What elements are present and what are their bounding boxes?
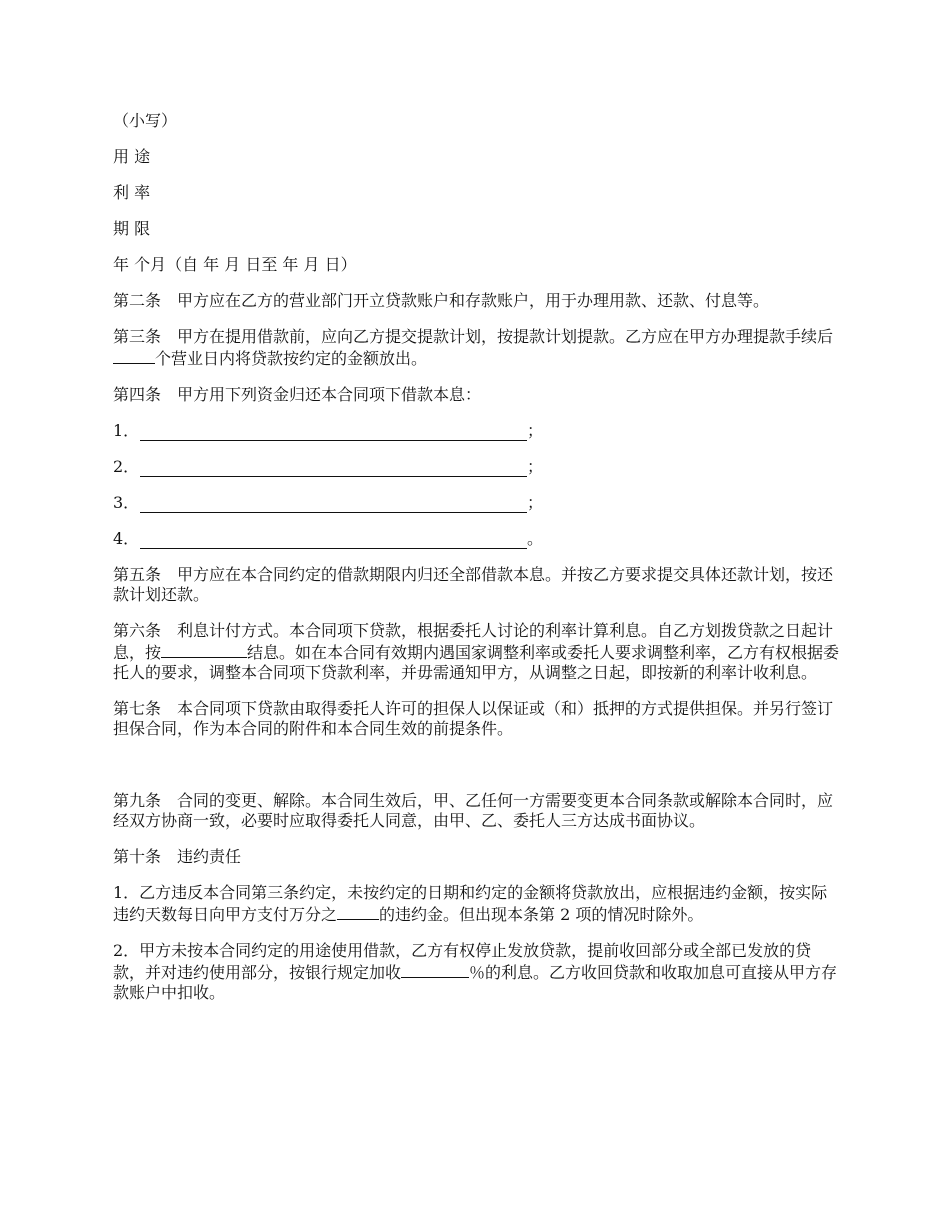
repayment-item-end: ；	[527, 457, 544, 476]
repayment-item-end: ；	[527, 493, 544, 512]
repayment-item-number: 4．	[113, 529, 140, 548]
article-9: 第九条 合同的变更、解除。本合同生效后，甲、乙任何一方需要变更本合同条款或解除本合同时，应经双方协商一致，必要时应取得委托人同意，由甲、乙、委托人三方达成书面协议。	[113, 791, 834, 830]
article-3	[113, 327, 843, 369]
article-2: 第二条 甲方应在乙方的营业部门开立贷款账户和存款账户，用于办理用款、还款、付息等。	[113, 291, 770, 310]
article-6	[113, 621, 843, 683]
repayment-item-4	[113, 529, 843, 549]
repayment-item-number: 3．	[113, 493, 140, 512]
contract-page	[113, 111, 843, 1019]
article-5: 第五条 甲方应在本合同约定的借款期限内归还全部借款本息。并按乙方要求提交具体还款计划，按还款计划还款。	[113, 565, 834, 604]
repayment-item-blank	[140, 496, 527, 513]
article-6-text-before: 第六条 利息计付方式。本合同项下贷款，根据委托人讨论的利率计算利息。自乙方划拨贷款之日起计息，按	[113, 621, 834, 662]
repayment-item-blank	[140, 460, 527, 477]
clause-1-text-before: 1．乙方违反本合同第三条约定，未按约定的日期和约定的金额将贷款放出，应根据违约金额，按实际违约天数每日向甲方支付万分之	[113, 883, 828, 924]
repayment-item-number: 1．	[113, 421, 140, 440]
field-usage: 用 途	[113, 147, 151, 166]
article-10: 第十条 违约责任	[113, 847, 242, 866]
repayment-item-blank	[140, 532, 527, 549]
repayment-item-end: 。	[527, 529, 544, 548]
section-gap	[113, 755, 843, 791]
article-10-clause-1	[113, 883, 843, 925]
blank-penalty-rate	[337, 903, 379, 920]
repayment-item-end: ；	[527, 421, 544, 440]
clause-2-text-before: 2．甲方未按本合同约定的用途使用借款，乙方有权停止发放贷款，提前收回部分或全部已发放的贷款，并对违约使用部分，按银行规定加收	[113, 941, 812, 982]
repayment-item-3	[113, 493, 843, 513]
article-4: 第四条 甲方用下列资金归还本合同项下借款本息：	[113, 385, 482, 404]
article-3-text-before: 第三条 甲方在提用借款前，应向乙方提交提款计划，按提款计划提款。乙方应在甲方办理提款手续后	[113, 327, 834, 346]
repayment-item-blank	[140, 424, 527, 441]
field-rate: 利 率	[113, 183, 151, 202]
blank-extra-interest	[401, 961, 469, 978]
clause-1-text-after: 的违约金。但出现本条第 2 项的情况时除外。	[379, 905, 704, 924]
clause-2-text-after: ％的利息。乙方收回贷款和收取加息可直接从甲方存款账户中扣收。	[113, 963, 838, 1002]
repayment-item-number: 2．	[113, 457, 140, 476]
article-7: 第七条 本合同项下贷款由取得委托人许可的担保人以保证或（和）抵押的方式提供担保。并另行签订担保合同，作为本合同的附件和本合同生效的前提条件。	[113, 699, 834, 738]
repayment-item-2	[113, 457, 843, 477]
blank-business-days	[113, 347, 155, 364]
field-term-detail: 年 个月（自 年 月 日至 年 月 日）	[113, 255, 357, 274]
field-term: 期 限	[113, 219, 151, 238]
field-small-amount: （小写）	[113, 111, 178, 130]
article-10-clause-2	[113, 941, 843, 1003]
blank-interest-settlement	[161, 641, 247, 658]
article-6-text-after: 结息。如在本合同有效期内遇国家调整利率或委托人要求调整利率，乙方有权根据委托人的要求，调整本合同项下贷款利率，并毋需通知甲方，从调整之日起，即按新的利率计收利息。	[113, 643, 840, 682]
repayment-item-1	[113, 421, 843, 441]
article-3-text-after: 个营业日内将贷款按约定的金额放出。	[155, 349, 428, 368]
